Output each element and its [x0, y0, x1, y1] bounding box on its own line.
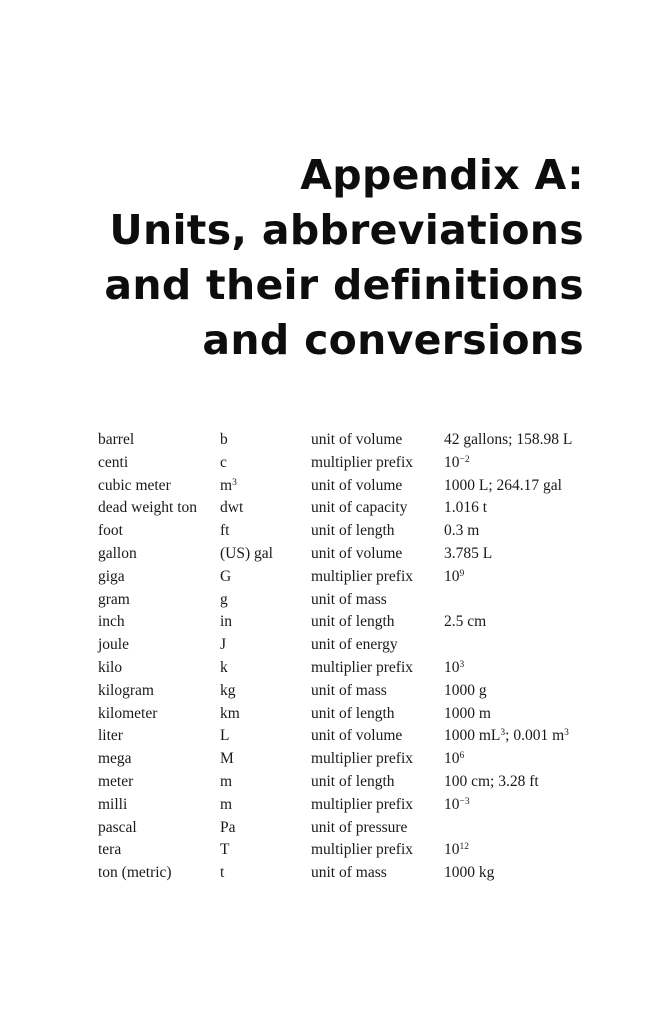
unit-name: milli	[98, 795, 128, 813]
text-segment: 100 cm; 3.28 ft	[444, 772, 539, 790]
unit-conversion	[444, 429, 604, 452]
unit-definition: unit of volume	[311, 727, 403, 745]
table-row	[98, 817, 604, 840]
unit-definition: unit of length	[311, 522, 395, 540]
unit-definition: multiplier prefix	[311, 453, 414, 471]
unit-conversion	[444, 634, 604, 657]
superscript: −2	[459, 454, 470, 465]
unit-conversion	[444, 452, 604, 475]
superscript: 12	[459, 842, 469, 853]
text-segment: b	[220, 431, 228, 448]
unit-definition: multiplier prefix	[311, 658, 414, 676]
table-row	[98, 703, 604, 726]
table-row	[98, 634, 604, 657]
unit-definition: unit of length	[311, 613, 395, 631]
text-segment: 10	[444, 750, 460, 768]
unit-name: kilo	[98, 658, 123, 676]
unit-conversion	[444, 817, 604, 840]
table-row	[98, 497, 604, 520]
text-segment: T	[220, 841, 230, 859]
unit-abbreviation	[220, 817, 311, 840]
table-row	[98, 748, 604, 771]
text-segment: 1000 mL	[444, 727, 501, 745]
text-segment: t	[220, 864, 225, 882]
unit-conversion	[444, 520, 604, 543]
unit-definition: multiplier prefix	[311, 795, 414, 813]
unit-name: centi	[98, 453, 129, 471]
table-row	[98, 862, 604, 885]
unit-definition: unit of volume	[311, 544, 403, 562]
unit-definition: unit of pressure	[311, 818, 408, 836]
unit-abbreviation	[220, 452, 311, 475]
text-segment: m	[220, 772, 233, 790]
text-segment: 10	[444, 658, 460, 676]
unit-definition: unit of energy	[311, 636, 398, 654]
superscript: 3	[232, 477, 237, 488]
superscript: 3	[564, 728, 569, 739]
unit-name: tera	[98, 841, 122, 859]
title-line-3: and their definitions	[104, 261, 584, 309]
unit-definition: unit of mass	[311, 590, 387, 608]
unit-abbreviation	[220, 497, 311, 520]
unit-definition: unit of mass	[311, 681, 387, 699]
text-segment: J	[220, 636, 227, 654]
unit-definition: unit of length	[311, 772, 395, 790]
table-row	[98, 725, 604, 748]
unit-abbreviation	[220, 611, 311, 634]
superscript: 3	[459, 659, 465, 670]
unit-abbreviation	[220, 589, 311, 612]
unit-name: inch	[98, 613, 125, 631]
unit-definition: unit of volume	[311, 431, 403, 448]
text-segment: 10	[444, 841, 460, 859]
unit-name: ton (metric)	[98, 864, 172, 882]
unit-definition: multiplier prefix	[311, 841, 414, 859]
text-segment: 10	[444, 453, 460, 471]
table-row	[98, 589, 604, 612]
text-segment: in	[220, 613, 233, 631]
text-segment: ; 0.001 m	[505, 727, 565, 745]
text-segment: 1000 m	[444, 704, 491, 722]
unit-conversion	[444, 566, 604, 589]
unit-conversion	[444, 794, 604, 817]
unit-abbreviation	[220, 566, 311, 589]
text-segment: 3.785 L	[444, 544, 493, 562]
title-line-1: Appendix A:	[300, 151, 584, 199]
unit-conversion	[444, 475, 604, 498]
unit-name: barrel	[98, 431, 135, 448]
unit-abbreviation	[220, 725, 311, 748]
text-segment: L	[220, 727, 230, 745]
unit-name: gram	[98, 590, 130, 608]
text-segment: 10	[444, 795, 460, 813]
unit-name: kilogram	[98, 681, 154, 699]
text-segment: G	[220, 567, 232, 585]
table-row	[98, 543, 604, 566]
unit-conversion	[444, 680, 604, 703]
text-segment: 42 gallons; 158.98 L	[444, 431, 573, 448]
table-row	[98, 839, 604, 862]
table-row	[98, 611, 604, 634]
unit-abbreviation	[220, 543, 311, 566]
title-line-2: Units, abbreviations	[109, 206, 584, 254]
unit-conversion	[444, 771, 604, 794]
unit-abbreviation	[220, 862, 311, 885]
table-row	[98, 452, 604, 475]
text-segment: dwt	[220, 499, 244, 517]
unit-conversion	[444, 862, 604, 885]
superscript: 6	[459, 751, 465, 762]
text-segment: m	[220, 476, 233, 494]
unit-abbreviation	[220, 520, 311, 543]
text-segment: 1000 L; 264.17 gal	[444, 476, 562, 494]
unit-name: meter	[98, 772, 134, 790]
text-segment: kg	[220, 681, 236, 699]
text-segment: 2.5 cm	[444, 613, 487, 631]
unit-name: liter	[98, 727, 123, 745]
text-segment: k	[220, 658, 228, 676]
unit-abbreviation	[220, 680, 311, 703]
unit-abbreviation	[220, 748, 311, 771]
unit-name: cubic meter	[98, 476, 171, 494]
text-segment: (US) gal	[220, 544, 273, 562]
text-segment: g	[220, 590, 228, 608]
title-line-4: and conversions	[202, 316, 584, 364]
unit-abbreviation	[220, 429, 311, 452]
unit-abbreviation	[220, 839, 311, 862]
page-title	[64, 148, 584, 368]
unit-name: foot	[98, 522, 123, 540]
unit-name: mega	[98, 750, 132, 768]
text-segment: 1000 g	[444, 681, 487, 699]
text-segment: m	[220, 795, 233, 813]
text-segment: 10	[444, 567, 460, 585]
unit-abbreviation	[220, 657, 311, 680]
unit-conversion	[444, 725, 604, 748]
text-segment: 1.016 t	[444, 499, 488, 517]
unit-abbreviation	[220, 703, 311, 726]
unit-abbreviation	[220, 771, 311, 794]
unit-conversion	[444, 543, 604, 566]
table-row	[98, 657, 604, 680]
unit-name: dead weight ton	[98, 499, 198, 517]
table-row	[98, 566, 604, 589]
text-segment: Pa	[220, 818, 236, 836]
text-segment: 0.3 m	[444, 522, 480, 540]
text-segment: km	[220, 704, 240, 722]
text-segment: ft	[220, 522, 230, 540]
unit-conversion	[444, 657, 604, 680]
unit-conversion	[444, 748, 604, 771]
unit-abbreviation	[220, 794, 311, 817]
unit-name: joule	[98, 636, 129, 654]
table-row	[98, 680, 604, 703]
table-row	[98, 475, 604, 498]
unit-name: kilometer	[98, 704, 158, 722]
unit-conversion	[444, 611, 604, 634]
unit-conversion	[444, 497, 604, 520]
unit-definition: multiplier prefix	[311, 750, 414, 768]
unit-conversion	[444, 589, 604, 612]
unit-definition: unit of capacity	[311, 499, 408, 517]
unit-conversion	[444, 703, 604, 726]
unit-definition: multiplier prefix	[311, 567, 414, 585]
unit-definition: unit of length	[311, 704, 395, 722]
table-row	[98, 794, 604, 817]
superscript: −3	[459, 796, 470, 807]
unit-abbreviation	[220, 634, 311, 657]
unit-name: giga	[98, 567, 125, 585]
text-segment: M	[220, 750, 234, 768]
text-segment: 1000 kg	[444, 864, 495, 882]
superscript: 3	[500, 728, 506, 739]
unit-conversion	[444, 839, 604, 862]
table-row	[98, 771, 604, 794]
text-segment: c	[220, 453, 227, 471]
unit-name: pascal	[98, 818, 137, 836]
table-row	[98, 429, 604, 452]
unit-definition: unit of mass	[311, 864, 387, 882]
units-table	[98, 429, 604, 885]
table-row	[98, 520, 604, 543]
unit-abbreviation	[220, 475, 311, 498]
unit-name: gallon	[98, 544, 137, 562]
superscript: 9	[459, 568, 465, 579]
unit-definition: unit of volume	[311, 476, 403, 494]
